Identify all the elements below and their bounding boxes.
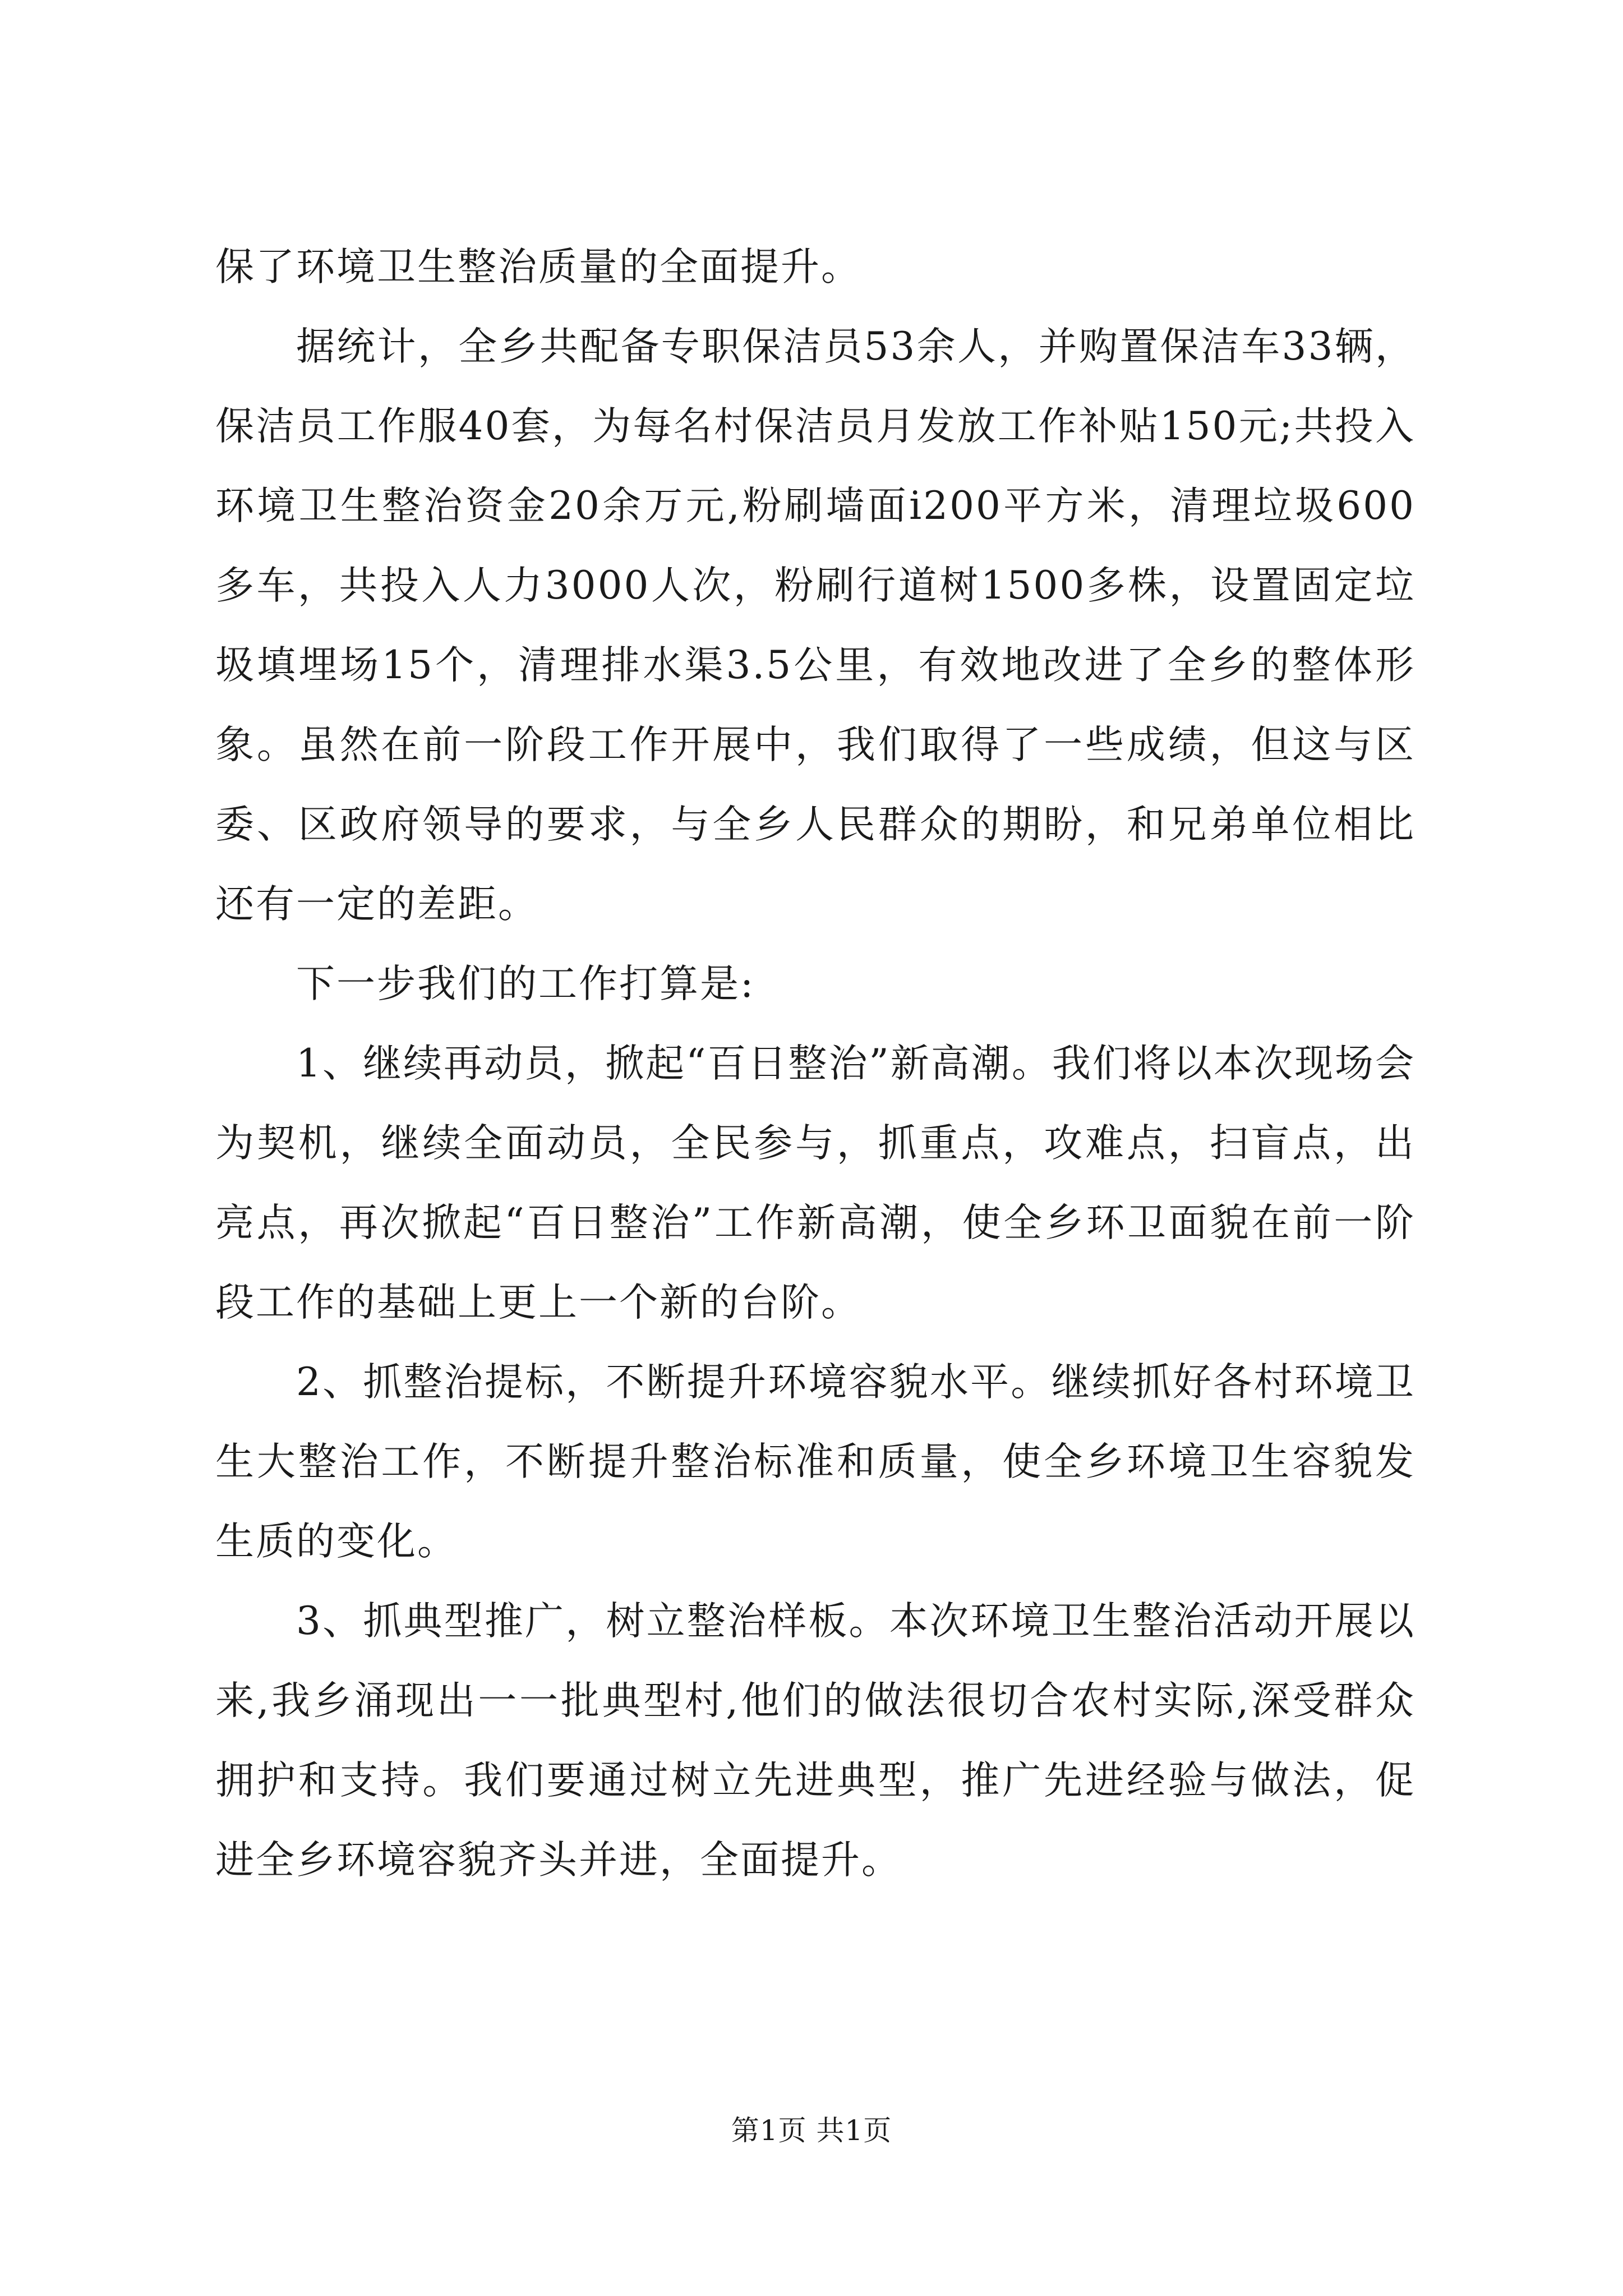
document-body (215, 227, 1415, 1900)
paragraph-continuation: 保了环境卫生整治质量的全面提升。 (215, 245, 861, 289)
paragraph-item-2: 2、抓整治提标，不断提升环境容貌水平。继续抓好各村环境卫生大整治工作，不断提升整治标准和质量，使全乡环境卫生容貌发生质的变化。 (215, 1360, 1415, 1564)
page-number-footer: 第1页 共1页 (731, 2114, 892, 2147)
paragraph-next-steps-heading: 下一步我们的工作打算是: (296, 961, 755, 1006)
paragraph-statistics: 据统计，全乡共配备专职保洁员53余人，并购置保洁车33辆，保洁员工作服40套，为每名村保洁员月发放工作补贴150元;共投入环境卫生整治资金20余万元,粉刷墙面i200平方米，清理垃圾600多车，共投入人力3000人次，粉刷行道树1500多株，设置固定垃圾填埋场15个，清理排水渠3.5公里，有效地改进了全乡的整体形象。虽然在前一阶段工作开展中，我们取得了一些成绩，但这与区委、区政府领导的要求，与全乡人民群众的期盼，和兄弟单位相比还有一定的差距。 (215, 324, 1415, 927)
paragraph-item-1: 1、继续再动员，掀起“百日整治”新高潮。我们将以本次现场会为契机，继续全面动员，全民参与，抓重点，攻难点，扫盲点，出亮点，再次掀起“百日整治”工作新高潮，使全乡环卫面貌在前一阶段工作的基础上更上一个新的台阶。 (215, 1041, 1415, 1325)
paragraph-item-3: 3、抓典型推广，树立整治样板。本次环境卫生整治活动开展以来,我乡涌现出一一批典型村,他们的做法很切合农村实际,深受群众拥护和支持。我们要通过树立先进典型，推广先进经验与做法，促进全乡环境容貌齐头并进，全面提升。 (215, 1599, 1415, 1883)
